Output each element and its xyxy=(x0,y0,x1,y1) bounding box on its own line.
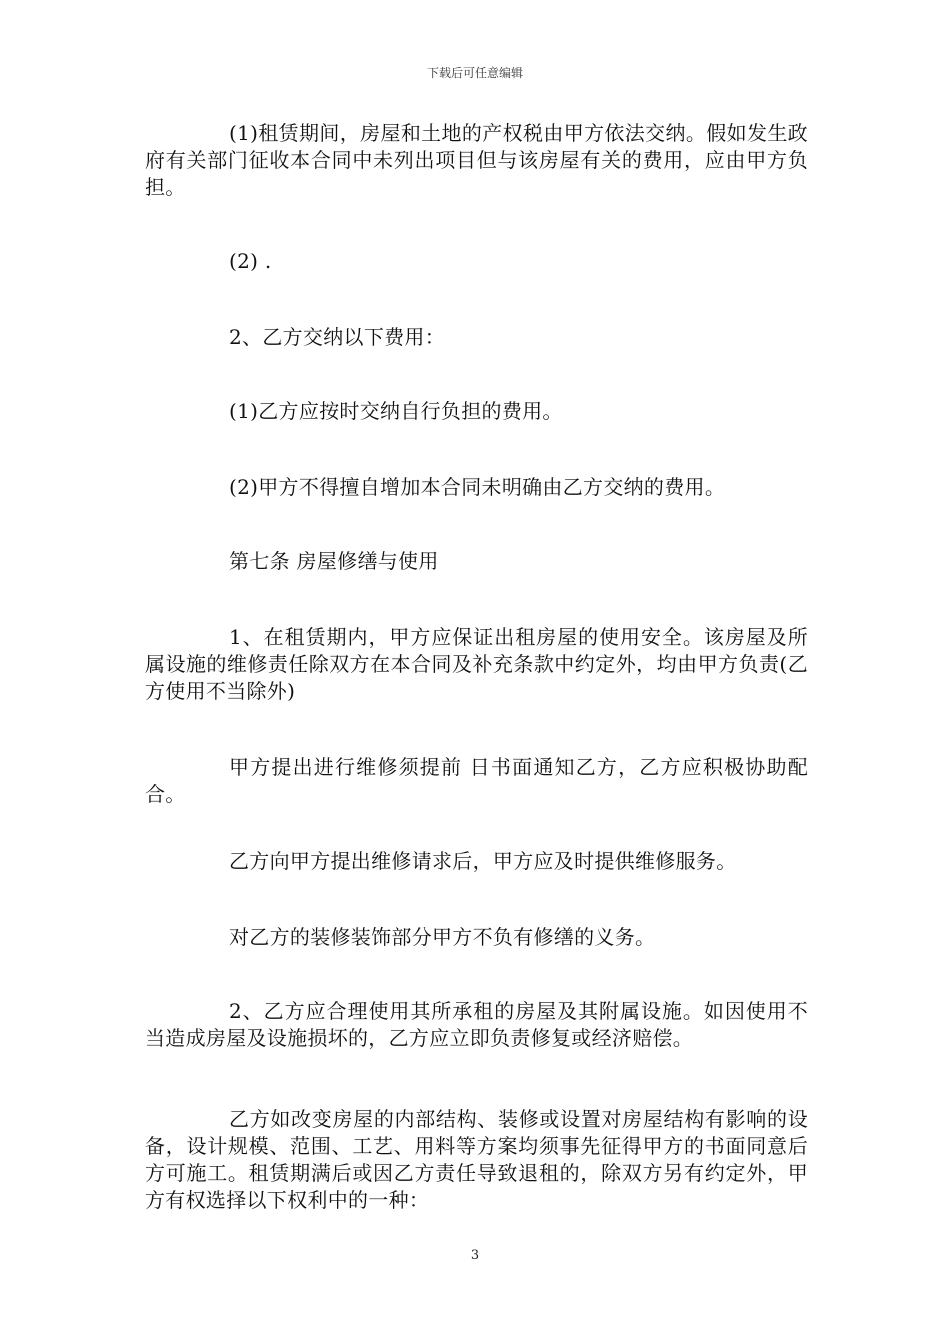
paragraph-repair-request: 乙方向甲方提出维修请求后，甲方应及时提供维修服务。 xyxy=(229,849,737,873)
paragraph-repair-notice: 甲方提出进行维修须提前 日书面通知乙方，乙方应积极协助配合。 xyxy=(145,755,808,806)
paragraph-structure-change: 乙方如改变房屋的内部结构、装修或设置对房屋结构有影响的设备，设计规模、范围、工艺、用料等方案均须事先征得甲方的书面同意后方可施工。租赁期满后或因乙方责任导致退租的，除双方另有约定外，甲方有权选择以下权利中的一种： xyxy=(145,1107,808,1212)
paragraph-tax-clause: (1)租赁期间，房屋和土地的产权税由甲方依法交纳。假如发生政府有关部门征收本合同中未列出项目但与该房屋有关的费用，应由甲方负担。 xyxy=(145,121,808,199)
paragraph-proper-use: 2、乙方应合理使用其所承租的房屋及其附属设施。如因使用不当造成房屋及设施损坏的，乙方应立即负责修复或经济赔偿。 xyxy=(145,999,808,1050)
paragraph-item-2-blank: (2) . xyxy=(229,249,272,273)
page-number: 3 xyxy=(470,1248,480,1263)
paragraph-repair-1: 1、在租赁期内，甲方应保证出租房屋的使用安全。该房屋及所属设施的维修责任除双方在本合同及补充条款中约定外，均由甲方负责(乙方使用不当除外) xyxy=(145,625,808,703)
paragraph-decoration: 对乙方的装修装饰部分甲方不负有修缮的义务。 xyxy=(229,925,656,949)
paragraph-tenant-fees-heading: 2、乙方交纳以下费用： xyxy=(229,325,446,349)
paragraph-tenant-fee-1: (1)乙方应按时交纳自行负担的费用。 xyxy=(229,399,563,423)
article-7-heading: 第七条 房屋修缮与使用 xyxy=(229,549,439,573)
page-header: 下载后可任意编辑 xyxy=(426,66,523,80)
paragraph-tenant-fee-2: (2)甲方不得擅自增加本合同未明确由乙方交纳的费用。 xyxy=(229,475,726,499)
